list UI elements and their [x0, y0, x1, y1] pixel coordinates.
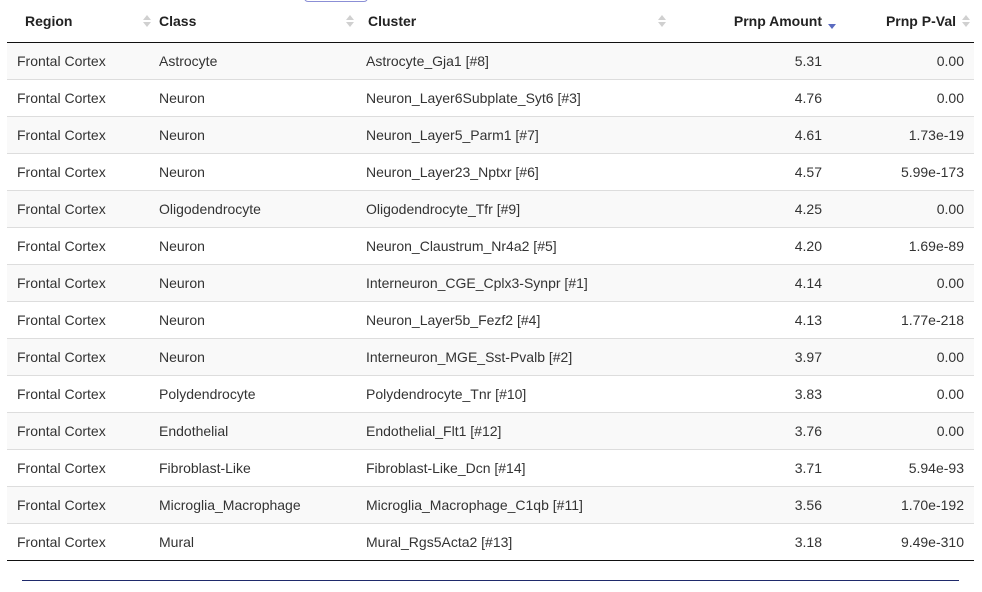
cell-prnp-pval: 5.94e-93 — [842, 449, 974, 486]
cell-cluster: Mural_Rgs5Acta2 [#13] — [360, 523, 670, 560]
table-row[interactable] — [7, 42, 974, 79]
sort-arrows-icon[interactable] — [658, 15, 666, 27]
table-header — [7, 0, 974, 42]
cell-prnp-amount: 4.25 — [670, 190, 842, 227]
cell-prnp-pval: 0.00 — [842, 375, 974, 412]
table-row[interactable] — [7, 449, 974, 486]
cell-cluster: Neuron_Claustrum_Nr4a2 [#5] — [360, 227, 670, 264]
sort-arrows-icon[interactable] — [962, 15, 970, 27]
cell-cluster: Neuron_Layer6Subplate_Syt6 [#3] — [360, 79, 670, 116]
cell-class: Fibroblast-Like — [149, 449, 360, 486]
cell-region: Frontal Cortex — [7, 338, 149, 375]
table-row[interactable] — [7, 264, 974, 301]
cell-class: Microglia_Macrophage — [149, 486, 360, 523]
column-header-label: Region — [25, 12, 73, 29]
cell-region: Frontal Cortex — [7, 523, 149, 560]
cell-prnp-amount: 3.56 — [670, 486, 842, 523]
table-row[interactable] — [7, 412, 974, 449]
cell-cluster: Endothelial_Flt1 [#12] — [360, 412, 670, 449]
cell-cluster: Astrocyte_Gja1 [#8] — [360, 42, 670, 79]
cell-prnp-pval: 0.00 — [842, 79, 974, 116]
cell-region: Frontal Cortex — [7, 375, 149, 412]
cell-region: Frontal Cortex — [7, 116, 149, 153]
cell-region: Frontal Cortex — [7, 449, 149, 486]
cell-prnp-amount: 4.61 — [670, 116, 842, 153]
cell-prnp-amount: 4.13 — [670, 301, 842, 338]
table-row[interactable] — [7, 190, 974, 227]
cell-class: Neuron — [149, 227, 360, 264]
column-header-label: Prnp P-Val — [885, 12, 956, 29]
cell-region: Frontal Cortex — [7, 227, 149, 264]
cell-prnp-amount: 3.97 — [670, 338, 842, 375]
cell-prnp-amount: 4.14 — [670, 264, 842, 301]
cell-class: Mural — [149, 523, 360, 560]
cell-prnp-amount: 4.20 — [670, 227, 842, 264]
cell-prnp-pval: 0.00 — [842, 42, 974, 79]
cell-prnp-amount: 3.76 — [670, 412, 842, 449]
cell-class: Endothelial — [149, 412, 360, 449]
cell-prnp-pval: 0.00 — [842, 338, 974, 375]
cell-class: Polydendrocyte — [149, 375, 360, 412]
results-table — [7, 0, 974, 561]
column-header-prnp-amount[interactable] — [670, 0, 842, 42]
table-row[interactable] — [7, 338, 974, 375]
cell-class: Astrocyte — [149, 42, 360, 79]
cell-region: Frontal Cortex — [7, 486, 149, 523]
cell-class: Neuron — [149, 301, 360, 338]
cell-prnp-pval: 0.00 — [842, 190, 974, 227]
cell-region: Frontal Cortex — [7, 264, 149, 301]
cell-class: Neuron — [149, 338, 360, 375]
cell-prnp-amount: 5.31 — [670, 42, 842, 79]
table-row[interactable] — [7, 375, 974, 412]
header-row — [7, 0, 974, 42]
cell-prnp-pval: 9.49e-310 — [842, 523, 974, 560]
cell-cluster: Interneuron_CGE_Cplx3-Synpr [#1] — [360, 264, 670, 301]
cell-region: Frontal Cortex — [7, 42, 149, 79]
cell-class: Neuron — [149, 264, 360, 301]
cell-prnp-pval: 1.77e-218 — [842, 301, 974, 338]
cell-class: Oligodendrocyte — [149, 190, 360, 227]
cell-cluster: Microglia_Macrophage_C1qb [#11] — [360, 486, 670, 523]
cell-region: Frontal Cortex — [7, 190, 149, 227]
cell-class: Neuron — [149, 116, 360, 153]
column-header-label: Cluster — [368, 12, 417, 29]
cell-cluster: Neuron_Layer5b_Fezf2 [#4] — [360, 301, 670, 338]
table-body — [7, 42, 974, 560]
cell-prnp-amount: 3.83 — [670, 375, 842, 412]
sort-arrows-icon[interactable] — [346, 15, 354, 27]
cell-prnp-amount: 3.71 — [670, 449, 842, 486]
cell-class: Neuron — [149, 153, 360, 190]
table-row[interactable] — [7, 523, 974, 560]
table-row[interactable] — [7, 227, 974, 264]
table-row[interactable] — [7, 79, 974, 116]
table-row[interactable] — [7, 301, 974, 338]
column-header-region[interactable] — [7, 0, 149, 42]
cell-cluster: Neuron_Layer5_Parm1 [#7] — [360, 116, 670, 153]
cell-cluster: Oligodendrocyte_Tfr [#9] — [360, 190, 670, 227]
column-header-label: Prnp Amount — [733, 12, 822, 29]
cell-region: Frontal Cortex — [7, 301, 149, 338]
cell-cluster: Polydendrocyte_Tnr [#10] — [360, 375, 670, 412]
cell-prnp-amount: 4.76 — [670, 79, 842, 116]
cell-class: Neuron — [149, 79, 360, 116]
cell-region: Frontal Cortex — [7, 153, 149, 190]
cell-region: Frontal Cortex — [7, 412, 149, 449]
cell-prnp-pval: 1.69e-89 — [842, 227, 974, 264]
table-row[interactable] — [7, 116, 974, 153]
column-header-prnp-pval[interactable] — [842, 0, 974, 42]
table-row[interactable] — [7, 486, 974, 523]
cell-cluster: Fibroblast-Like_Dcn [#14] — [360, 449, 670, 486]
sort-descending-icon[interactable] — [828, 15, 836, 27]
table-row[interactable] — [7, 153, 974, 190]
column-header-class[interactable] — [149, 0, 360, 42]
cell-cluster: Interneuron_MGE_Sst-Pvalb [#2] — [360, 338, 670, 375]
cell-prnp-pval: 0.00 — [842, 264, 974, 301]
cell-prnp-amount: 4.57 — [670, 153, 842, 190]
cell-prnp-pval: 1.73e-19 — [842, 116, 974, 153]
column-header-cluster[interactable] — [360, 0, 670, 42]
cell-prnp-pval: 0.00 — [842, 412, 974, 449]
cell-prnp-pval: 1.70e-192 — [842, 486, 974, 523]
cell-prnp-pval: 5.99e-173 — [842, 153, 974, 190]
cell-prnp-amount: 3.18 — [670, 523, 842, 560]
column-header-label: Class — [159, 12, 197, 29]
cell-cluster: Neuron_Layer23_Nptxr [#6] — [360, 153, 670, 190]
footer-divider — [22, 580, 959, 581]
cell-region: Frontal Cortex — [7, 79, 149, 116]
